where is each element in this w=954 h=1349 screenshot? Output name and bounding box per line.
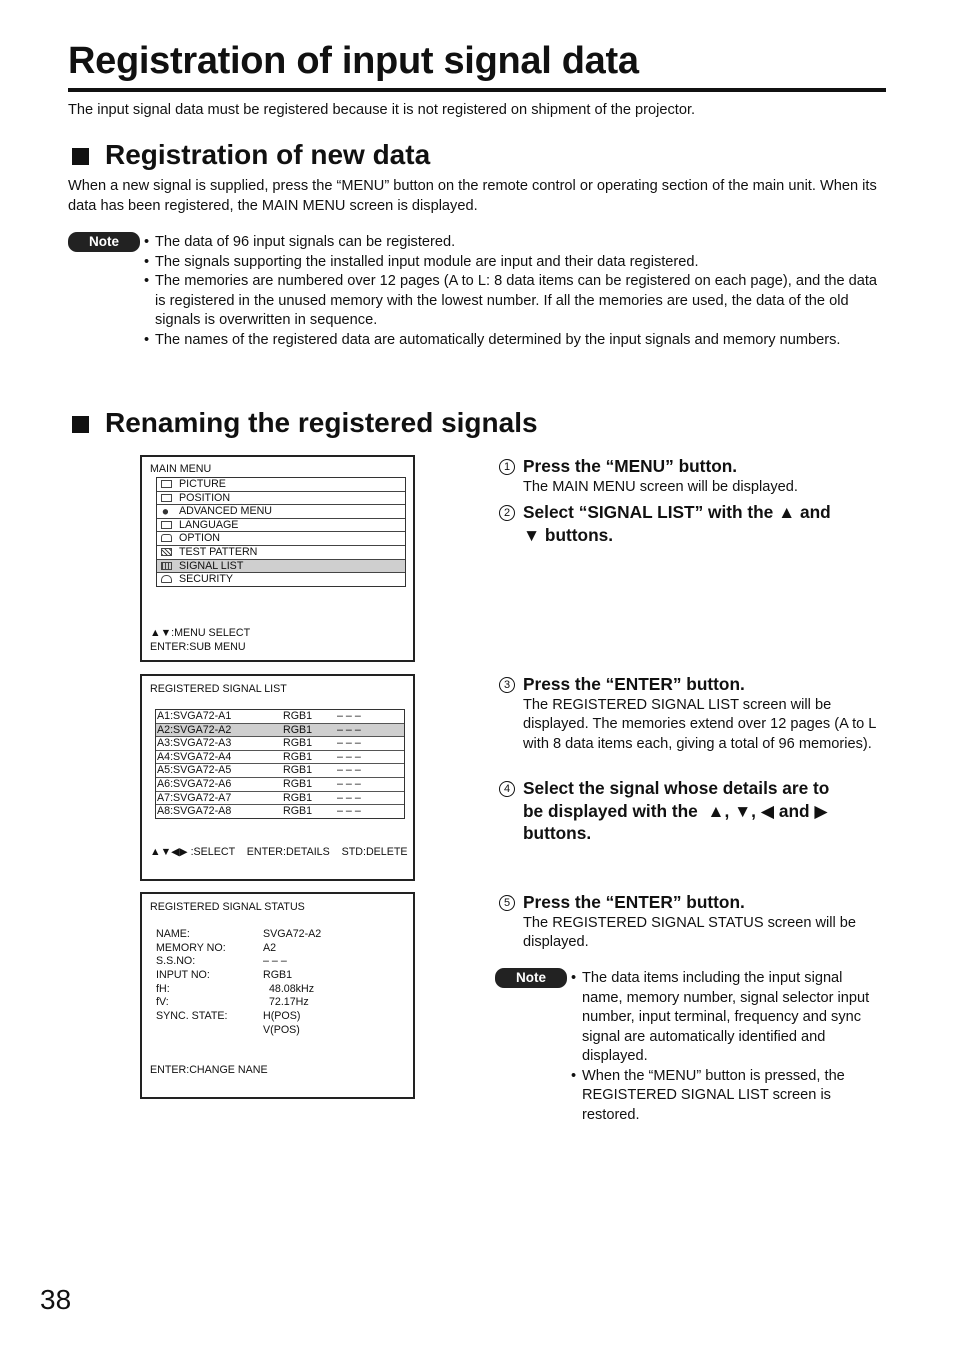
note-list (144, 233, 889, 350)
step-description: The REGISTERED SIGNAL STATUS screen will be displayed. (523, 914, 857, 950)
menu-item-option[interactable] (157, 532, 405, 546)
signal-ss: – – – (337, 750, 361, 763)
step-heading (499, 501, 889, 524)
signal-row[interactable] (156, 710, 404, 724)
signal-row[interactable] (156, 737, 404, 751)
main-menu-list (156, 477, 406, 587)
status-field-value: – – – (263, 955, 287, 967)
signal-input: RGB1 (283, 791, 313, 804)
section1-body: When a new signal is supplied, press the “MENU” button on the remote control or operating section of the main unit. When its data has been registered, the MAIN MENU screen is displayed. (68, 178, 877, 214)
status-field-label: SYNC. STATE: (156, 1010, 228, 1022)
note-item: • The names of the registered data are automatically determined by the input signals and memory numbers. (144, 331, 889, 351)
signal-list-title: REGISTERED SIGNAL LIST (150, 683, 287, 695)
note-item: • The data items including the input signal name, memory number, signal selector input number, input terminal, frequency and sync signal are automatically identified and displayed. (571, 969, 877, 1067)
signal-name: A3:SVGA72-A3 (157, 737, 232, 750)
step-heading-text: Select the signal whose details are to (523, 778, 830, 798)
step-note-list (571, 969, 877, 1125)
position-icon (161, 494, 172, 502)
security-icon (161, 575, 172, 583)
option-icon (161, 534, 172, 542)
signal-list-footer: ▲▼◀▶ :SELECT ENTER:DETAILS STD:DELETE (150, 846, 408, 858)
picture-icon (161, 480, 172, 488)
signal-name: A5:SVGA72-A5 (157, 764, 232, 777)
step-description: The MAIN MENU screen will be displayed. (523, 478, 798, 495)
signal-ss: – – – (337, 791, 361, 804)
status-field-label: fV: (156, 996, 169, 1008)
menu-item-signal-list[interactable] (157, 560, 405, 574)
language-icon (161, 521, 172, 529)
menu-item-label: POSITION (179, 491, 231, 504)
menu-item-label: OPTION (179, 532, 220, 545)
signal-name: A8:SVGA72-A8 (157, 805, 232, 818)
menu-item-test-pattern[interactable] (157, 546, 405, 560)
signal-status-title: REGISTERED SIGNAL STATUS (150, 901, 305, 913)
step-heading (499, 673, 889, 696)
step-heading-text: be displayed with the ▲, ▼, ◀ and ▶ (523, 800, 828, 821)
signal-ss: – – – (337, 764, 361, 777)
section-heading-text: Renaming the registered signals (105, 407, 538, 438)
step-heading-text: buttons. (523, 823, 592, 843)
signal-input: RGB1 (283, 777, 313, 790)
status-field-value: H(POS) (263, 1010, 301, 1022)
signal-name: A4:SVGA72-A4 (157, 750, 232, 763)
step-heading-text: Press the “ENTER” button. (523, 892, 745, 912)
menu-item-advanced-menu[interactable] (157, 505, 405, 519)
note-item: • When the “MENU” button is pressed, the REGISTERED SIGNAL LIST screen is restored. (571, 1067, 877, 1126)
signal-input: RGB1 (283, 764, 313, 777)
signal-ss: – – – (337, 777, 361, 790)
status-field-value: 72.17Hz (263, 996, 309, 1008)
main-menu-screen (140, 455, 415, 662)
note-item: • The memories are numbered over 12 pages (A to L: 8 data items can be registered on each page), and the data is registered in the unused memory with the lowest number. If all the memories are used, the data of the old signals is overwritten in sequence. (144, 272, 889, 331)
signal-name: A7:SVGA72-A7 (157, 791, 232, 804)
section-heading-renaming (72, 407, 538, 439)
signal-list-screen (140, 674, 415, 881)
square-bullet-icon (72, 416, 89, 433)
step-number: 1 (499, 459, 515, 475)
step-number: 5 (499, 895, 515, 911)
step-4 (499, 777, 889, 845)
step-3 (499, 673, 889, 754)
note-item: • The data of 96 input signals can be registered. (144, 233, 889, 253)
status-field-value: A2 (263, 942, 277, 954)
intro-text: The input signal data must be registered because it is not registered on shipment of the projector. (68, 102, 696, 118)
menu-item-label: PICTURE (179, 478, 226, 490)
signal-input: RGB1 (283, 737, 313, 750)
signal-row[interactable] (156, 751, 404, 765)
step-heading-text: Press the “MENU” button. (523, 456, 738, 476)
note-item: • The signals supporting the installed input module are input and their data registered. (144, 253, 889, 273)
signal-list-table (155, 709, 405, 819)
menu-item-label: ADVANCED MENU (179, 505, 273, 518)
menu-item-position[interactable] (157, 492, 405, 506)
note-badge: Note (495, 968, 567, 988)
step-description: The REGISTERED SIGNAL LIST screen will be displayed. The memories extend over 12 pages (A to L with 8 data items each, giving a total of 96 memories). (523, 696, 876, 752)
signal-ss: – – – (337, 723, 361, 736)
signal-row[interactable] (156, 805, 404, 818)
note-badge: Note (68, 232, 140, 252)
signal-row[interactable] (156, 792, 404, 806)
signal-ss: – – – (337, 805, 361, 818)
status-field-label: S.S.NO: (156, 955, 196, 967)
signal-status-screen (140, 892, 415, 1099)
main-menu-title: MAIN MENU (150, 463, 212, 475)
signal-ss: – – – (337, 710, 361, 722)
signal-row[interactable] (156, 764, 404, 778)
step-1 (499, 455, 889, 497)
square-bullet-icon (72, 148, 89, 165)
status-field-value: SVGA72-A2 (263, 928, 322, 940)
signal-ss: – – – (337, 737, 361, 750)
signal-input: RGB1 (283, 710, 313, 722)
step-heading-text: Select “SIGNAL LIST” with the ▲ and (523, 502, 831, 522)
step-number: 2 (499, 505, 515, 521)
main-menu-footer-select: ▲▼:MENU SELECT (150, 627, 251, 639)
page-title: Registration of input signal data (68, 40, 639, 82)
test-pattern-icon (161, 548, 172, 556)
step-heading (499, 455, 889, 478)
step-heading (499, 891, 889, 914)
status-field-value: RGB1 (263, 969, 293, 981)
menu-item-security[interactable] (157, 573, 405, 586)
menu-item-language[interactable] (157, 519, 405, 533)
advanced-menu-icon (161, 507, 172, 515)
status-field-label: NAME: (156, 928, 190, 940)
step-heading (499, 777, 889, 800)
title-rule (68, 88, 886, 92)
signal-list-icon (161, 562, 172, 570)
status-field-label: INPUT NO: (156, 969, 210, 981)
signal-name: A6:SVGA72-A6 (157, 777, 232, 790)
status-field-label: MEMORY NO: (156, 942, 226, 954)
menu-item-picture[interactable] (157, 478, 405, 492)
status-field-label: fH: (156, 983, 170, 995)
step-2 (499, 501, 889, 546)
step-number: 3 (499, 677, 515, 693)
main-menu-footer-enter: ENTER:SUB MENU (150, 641, 246, 653)
section-heading-text: Registration of new data (105, 139, 431, 170)
step-heading-text: ▼ buttons. (523, 524, 614, 545)
menu-item-label: SECURITY (179, 573, 234, 586)
signal-status-footer: ENTER:CHANGE NANE (150, 1064, 268, 1076)
page-number: 38 (40, 1284, 72, 1315)
signal-name: A1:SVGA72-A1 (157, 710, 232, 722)
section-heading-new-data (72, 139, 430, 171)
step-5 (499, 891, 889, 953)
signal-name: A2:SVGA72-A2 (157, 723, 232, 736)
signal-input: RGB1 (283, 805, 313, 818)
status-field-value: V(POS) (263, 1024, 300, 1036)
signal-input: RGB1 (283, 750, 313, 763)
step-number: 4 (499, 781, 515, 797)
menu-item-label: LANGUAGE (179, 518, 239, 531)
signal-input: RGB1 (283, 723, 313, 736)
status-field-value: 48.08kHz (263, 983, 315, 995)
step-heading-text: Press the “ENTER” button. (523, 674, 745, 694)
signal-row[interactable] (156, 724, 404, 738)
menu-item-label: TEST PATTERN (179, 545, 258, 558)
signal-row[interactable] (156, 778, 404, 792)
menu-item-label: SIGNAL LIST (179, 559, 244, 572)
